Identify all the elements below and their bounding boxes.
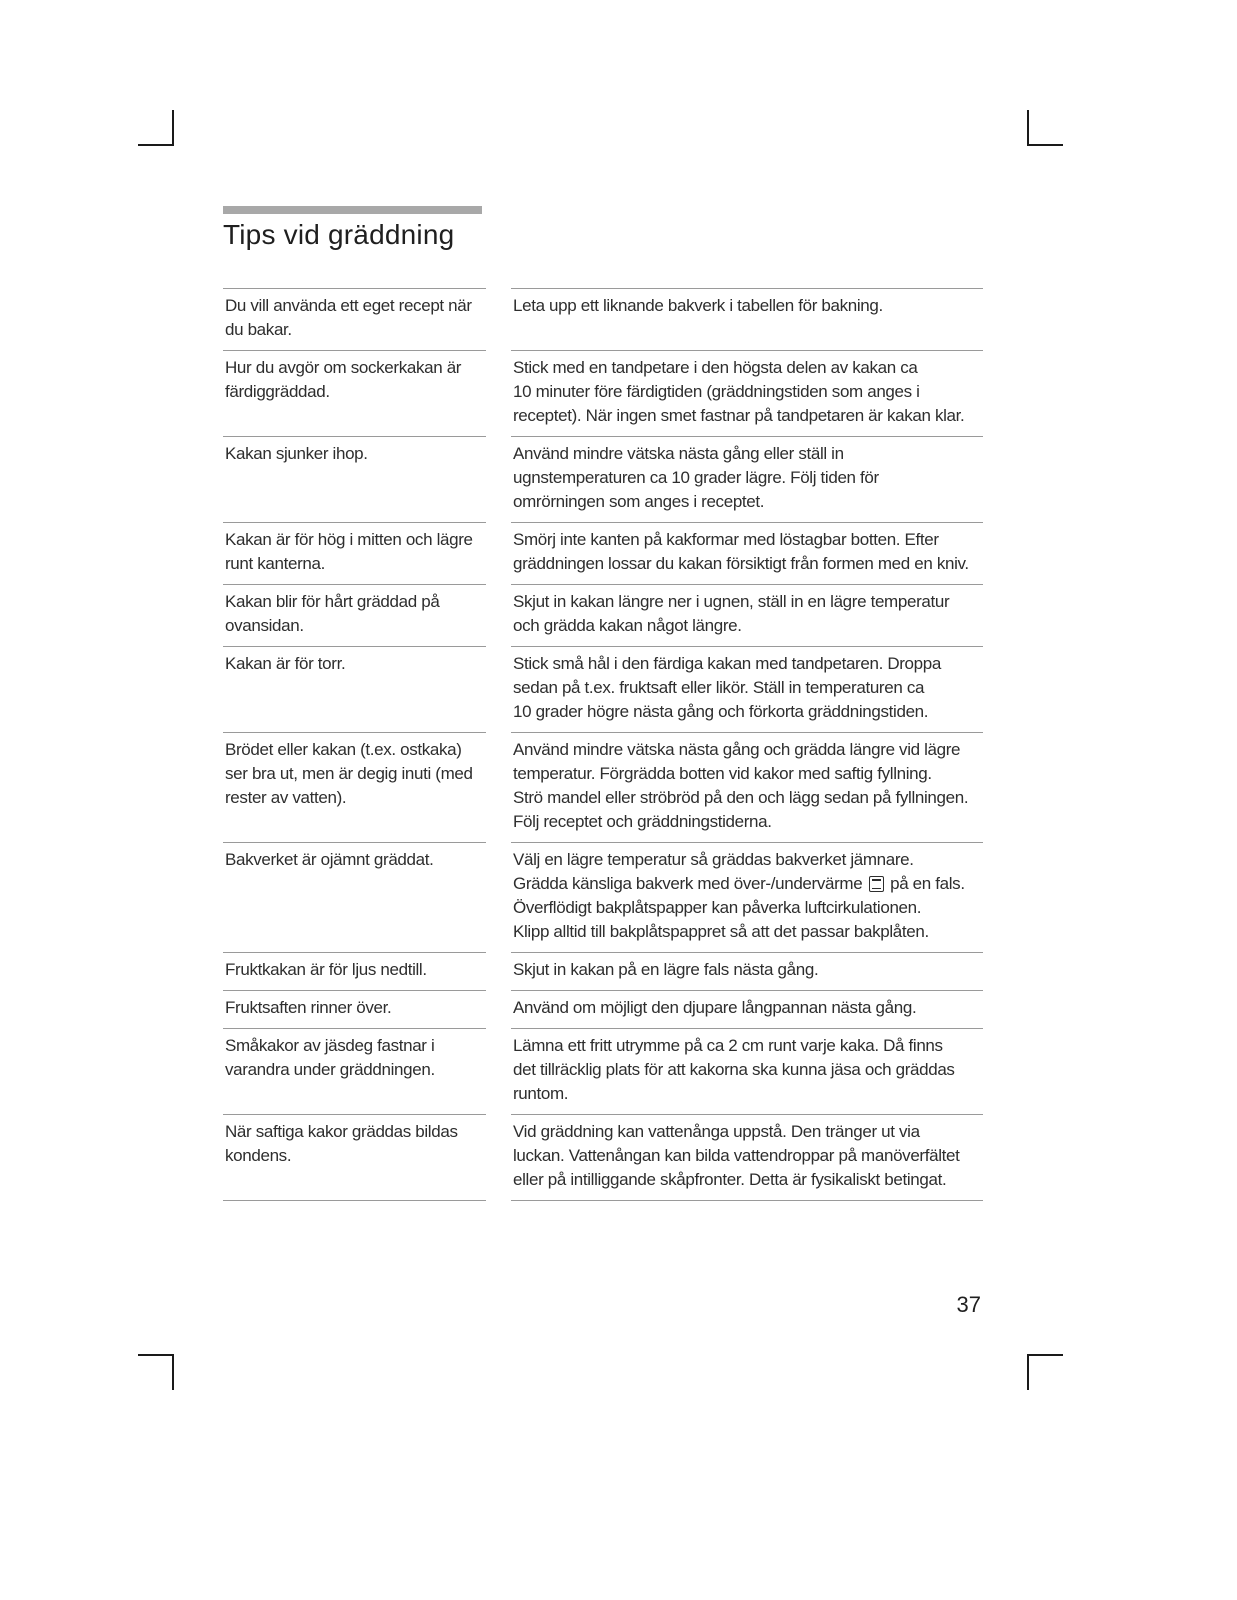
solution-text: på en fals. (890, 874, 965, 893)
problem-line: Kakan är för hög i mitten och lägre (225, 530, 473, 549)
solution-line: och grädda kakan något längre. (513, 616, 742, 635)
problem-line: Kakan är för torr. (225, 654, 346, 673)
solution-line: Skjut in kakan längre ner i ugnen, ställ in en lägre temperatur (513, 592, 950, 611)
problem-cell (223, 1114, 486, 1201)
solution-line: eller på intilliggande skåpfronter. Detta är fysikaliskt betingat. (513, 1170, 947, 1189)
problem-cell (223, 646, 486, 732)
solution-cell (511, 952, 983, 990)
table-row (223, 288, 983, 350)
problem-line: Kakan blir för hårt gräddad på (225, 592, 440, 611)
solution-line: Stick små hål i den färdiga kakan med tandpetaren. Droppa (513, 654, 941, 673)
problem-cell (223, 842, 486, 952)
solution-line: det tillräcklig plats för att kakorna ska kunna jäsa och gräddas (513, 1060, 955, 1079)
problem-cell (223, 436, 486, 522)
table-row (223, 436, 983, 522)
table-row (223, 842, 983, 952)
problem-line: ser bra ut, men är degig inuti (med (225, 764, 473, 783)
problem-line: Brödet eller kakan (t.ex. ostkaka) (225, 740, 462, 759)
problem-line: Småkakor av jäsdeg fastnar i (225, 1036, 435, 1055)
crop-mark-top-right (1027, 110, 1063, 146)
solution-cell (511, 646, 983, 732)
problem-line: varandra under gräddningen. (225, 1060, 435, 1079)
solution-line: Välj en lägre temperatur så gräddas bakverket jämnare. (513, 850, 914, 869)
table-row (223, 350, 983, 436)
problem-line: När saftiga kakor gräddas bildas (225, 1122, 458, 1141)
solution-line: receptet). När ingen smet fastnar på tandpetaren är kakan klar. (513, 406, 965, 425)
problem-line: Kakan sjunker ihop. (225, 444, 368, 463)
top-bottom-heat-icon (869, 876, 884, 892)
solution-line: 10 grader högre nästa gång och förkorta gräddningstiden. (513, 702, 929, 721)
table-row (223, 1114, 983, 1201)
page-number: 37 (956, 1292, 981, 1317)
solution-cell (511, 584, 983, 646)
problem-line: ovansidan. (225, 616, 304, 635)
problem-cell (223, 522, 486, 584)
solution-cell (511, 732, 983, 842)
solution-cell (511, 350, 983, 436)
table-row (223, 952, 983, 990)
problem-cell (223, 1028, 486, 1114)
table-row (223, 584, 983, 646)
problem-cell (223, 732, 486, 842)
crop-mark-top-left (138, 110, 174, 146)
problem-cell (223, 350, 486, 436)
problem-cell (223, 288, 486, 350)
solution-line: ugnstemperaturen ca 10 grader lägre. Följ tiden för (513, 468, 879, 487)
solution-line: Följ receptet och gräddningstiderna. (513, 812, 772, 831)
solution-line: Skjut in kakan på en lägre fals nästa gång. (513, 960, 819, 979)
solution-line: temperatur. Förgrädda botten vid kakor med saftig fyllning. (513, 764, 932, 783)
solution-cell (511, 1028, 983, 1114)
solution-line: Lämna ett fritt utrymme på ca 2 cm runt varje kaka. Då finns (513, 1036, 943, 1055)
solution-cell (511, 522, 983, 584)
solution-cell (511, 990, 983, 1028)
solution-line: Vid gräddning kan vattenånga uppstå. Den tränger ut via (513, 1122, 920, 1141)
solution-line: 10 minuter före färdigtiden (gräddningstiden som anges i (513, 382, 920, 401)
solution-cell (511, 288, 983, 350)
problem-line: runt kanterna. (225, 554, 325, 573)
crop-mark-bottom-right (1027, 1354, 1063, 1390)
problem-cell (223, 584, 486, 646)
solution-line: Leta upp ett liknande bakverk i tabellen för bakning. (513, 296, 883, 315)
solution-line: Smörj inte kanten på kakformar med löstagbar botten. Efter (513, 530, 939, 549)
tips-table (223, 288, 983, 1201)
solution-line: Strö mandel eller ströbröd på den och lägg sedan på fyllningen. (513, 788, 969, 807)
solution-text: Grädda känsliga bakverk med över-/undervärme (513, 874, 863, 893)
page-title: Tips vid gräddning (223, 219, 455, 250)
problem-line: kondens. (225, 1146, 292, 1165)
solution-line: Klipp alltid till bakplåtspappret så att det passar bakplåten. (513, 922, 929, 941)
solution-line: Överflödigt bakplåtspapper kan påverka luftcirkulationen. (513, 898, 922, 917)
solution-line: Använd om möjligt den djupare långpannan nästa gång. (513, 998, 917, 1017)
crop-mark-bottom-left (138, 1354, 174, 1390)
problem-line: Hur du avgör om sockerkakan är (225, 358, 462, 377)
solution-line: Använd mindre vätska nästa gång eller ställ in (513, 444, 844, 463)
solution-line: gräddningen lossar du kakan försiktigt från formen med en kniv. (513, 554, 969, 573)
problem-line: rester av vatten). (225, 788, 347, 807)
table-row (223, 522, 983, 584)
solution-line: omrörningen som anges i receptet. (513, 492, 765, 511)
problem-line: Du vill använda ett eget recept när (225, 296, 472, 315)
problem-line: Fruktsaften rinner över. (225, 998, 392, 1017)
problem-line: färdiggräddad. (225, 382, 330, 401)
solution-line: sedan på t.ex. fruktsaft eller likör. Ställ in temperaturen ca (513, 678, 925, 697)
solution-cell (511, 842, 983, 952)
title-accent-bar (223, 206, 482, 214)
solution-cell (511, 436, 983, 522)
table-row (223, 646, 983, 732)
table-row (223, 732, 983, 842)
problem-cell (223, 952, 486, 990)
solution-line: luckan. Vattenångan kan bilda vattendroppar på manöverfältet (513, 1146, 960, 1165)
solution-line-with-icon (513, 872, 983, 896)
problem-cell (223, 990, 486, 1028)
problem-line: Bakverket är ojämnt gräddat. (225, 850, 434, 869)
problem-line: Fruktkakan är för ljus nedtill. (225, 960, 427, 979)
solution-cell (511, 1114, 983, 1201)
table-row (223, 990, 983, 1028)
solution-line: Använd mindre vätska nästa gång och grädda längre vid lägre (513, 740, 961, 759)
problem-line: du bakar. (225, 320, 292, 339)
solution-line: runtom. (513, 1084, 569, 1103)
table-row (223, 1028, 983, 1114)
solution-line: Stick med en tandpetare i den högsta delen av kakan ca (513, 358, 918, 377)
